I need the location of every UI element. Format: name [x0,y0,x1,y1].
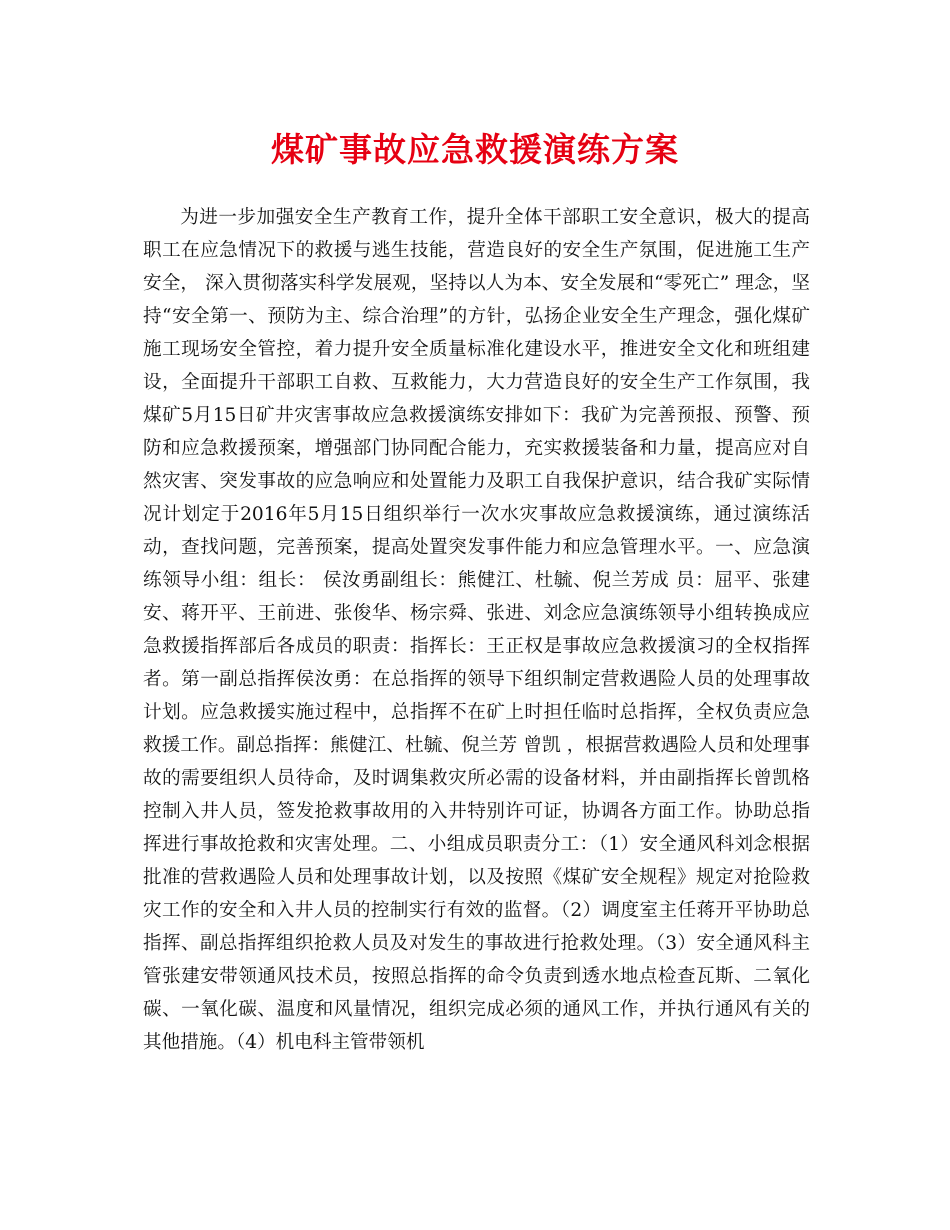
document-title: 煤矿事故应急救援演练方案 [271,130,679,169]
document-body: 为进一步加强安全生产教育工作，提升全体干部职工安全意识，极大的提高职工在应急情况下的救援与逃生技能，营造良好的安全生产氛围，促进施工生产安全， 深入贯彻落实科学发展观，坚持以人为本、安全发展和“零死亡” 理念，坚持“安全第一、预防为主、综合治理”的方针，弘扬企业安全生产理念，强化煤矿施工现场安全管控，着力提升安全质量标准化建设水平，推进安全文化和班组建设，全面提升干部职工自救、互救能力，大力营造良好的安全生产工作氛围，我煤矿5月15日矿井灾害事故应急救援演练安排如下：我矿为完善预报、预警、预防和应急救援预案，增强部门协同配合能力，充实救援装备和力量，提高应对自然灾害、突发事故的应急响应和处置能力及职工自我保护意识，结合我矿实际情况计划定于2016年5月15日组织举行一次水灾事故应急救援演练，通过演练活动，查找问题，完善预案，提高处置突发事件能力和应急管理水平。一、应急演练领导小组：组长： 侯汝勇副组长：熊健江、杜毓、倪兰芳成 员：屈平、张建安、蒋开平、王前进、张俊华、杨宗舜、张进、刘念应急演练领导小组转换成应急救援指挥部后各成员的职责：指挥长：王正权是事故应急救援演习的全权指挥者。第一副总指挥侯汝勇：在总指挥的领导下组织制定营救遇险人员的处理事故计划。应急救援实施过程中，总指挥不在矿上时担任临时总指挥，全权负责应急救援工作。副总指挥：熊健江、杜毓、倪兰芳 曾凯 ，根据营救遇险人员和处理事故的需要组织人员待命，及时调集救灾所必需的设备材料，并由副指挥长曾凯格控制入井人员，签发抢救事故用的入井特别许可证，协调各方面工作。协助总指挥进行事故抢救和灾害处理。二、小组成员职责分工：（1）安全通风科刘念根据批准的营救遇险人员和处理事故计划，以及按照《煤矿安全规程》规定对抢险救灾工作的安全和入井人员的控制实行有效的监督。（2）调度室主任蒋开平协助总指挥、副总指挥组织抢救人员及对发生的事故进行抢救处理。（3）安全通风科主管张建安带领通风技术员，按照总指挥的命令负责到透水地点检查瓦斯、二氧化碳、一氧化碳、温度和风量情况，组织完成必须的通风工作，并执行通风有关的其他措施。（4）机电科主管带领机 [143,207,810,1053]
